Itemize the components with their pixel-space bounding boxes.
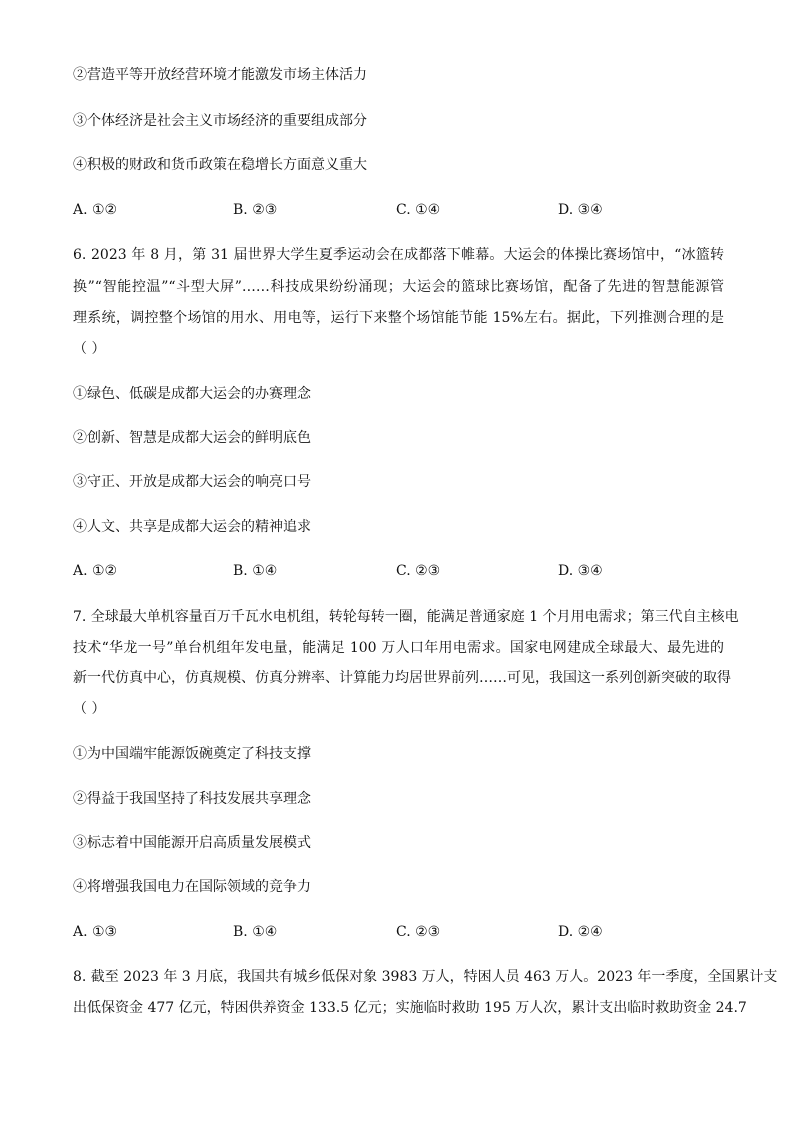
option-d: D. ②④ — [558, 924, 603, 940]
question-7-stem-line: 新一代仿真中心，仿真规模、仿真分辨率、计算能力均居世界前列……可见，我国这一系列创新突破的取得 — [73, 670, 731, 686]
option-c: C. ②③ — [396, 924, 441, 940]
option-d: D. ③④ — [558, 563, 603, 579]
option-b: B. ①④ — [233, 563, 278, 579]
option-c: C. ①④ — [396, 202, 441, 218]
statement-2: ②得益于我国坚持了科技发展共享理念 — [73, 791, 311, 807]
answer-blank: （ ） — [73, 341, 106, 357]
option-b: B. ①④ — [233, 924, 278, 940]
statement-2: ②营造平等开放经营环境才能激发市场主体活力 — [73, 67, 367, 83]
option-c: C. ②③ — [396, 563, 441, 579]
statement-3: ③个体经济是社会主义市场经济的重要组成部分 — [73, 113, 367, 129]
statement-1: ①绿色、低碳是成都大运会的办赛理念 — [73, 386, 311, 402]
question-8-stem-line: 8. 截至 2023 年 3 月底，我国共有城乡低保对象 3983 万人，特困人员 463 万人。2023 年一季度，全国累计支 — [73, 969, 778, 985]
statement-2: ②创新、智慧是成都大运会的鲜明底色 — [73, 430, 311, 446]
statement-4: ④将增强我国电力在国际领域的竞争力 — [73, 879, 311, 895]
answer-blank: （ ） — [73, 701, 106, 717]
question-7-stem-line: 7. 全球最大单机容量百万千瓦水电机组，转轮每转一圈，能满足普通家庭 1 个月用电需求；第三代自主核电 — [73, 609, 739, 625]
question-6-stem-line: 6. 2023 年 8 月，第 31 届世界大学生夏季运动会在成都落下帷幕。大运会的体操比赛场馆中，“冰篮转 — [73, 247, 724, 263]
question-8-stem-line: 出低保资金 477 亿元，特困供养资金 133.5 亿元；实施临时救助 195 万人次，累计支出临时救助资金 24.7 — [73, 1000, 747, 1016]
statement-3: ③守正、开放是成都大运会的响亮口号 — [73, 474, 311, 490]
question-6-stem-line: 换”“智能控温”“斗型大屏”……科技成果纷纷涌现；大运会的篮球比赛场馆，配备了先进的智慧能源管 — [73, 279, 724, 295]
option-d: D. ③④ — [558, 202, 603, 218]
statement-4: ④积极的财政和货币政策在稳增长方面意义重大 — [73, 157, 367, 173]
question-6-stem-line: 理系统，调控整个场馆的用水、用电等，运行下来整个场馆能节能 15%左右。据此，下列推测合理的是 — [73, 310, 724, 326]
statement-3: ③标志着中国能源开启高质量发展模式 — [73, 835, 311, 851]
option-a: A. ①② — [73, 202, 118, 218]
statement-4: ④人文、共享是成都大运会的精神追求 — [73, 519, 311, 535]
option-a: A. ①③ — [73, 924, 118, 940]
option-b: B. ②③ — [233, 202, 278, 218]
statement-1: ①为中国端牢能源饭碗奠定了科技支撑 — [73, 746, 311, 762]
question-7-stem-line: 技术“华龙一号”单台机组年发电量，能满足 100 万人口年用电需求。国家电网建成全球最大、最先进的 — [73, 640, 724, 656]
option-a: A. ①② — [73, 563, 118, 579]
